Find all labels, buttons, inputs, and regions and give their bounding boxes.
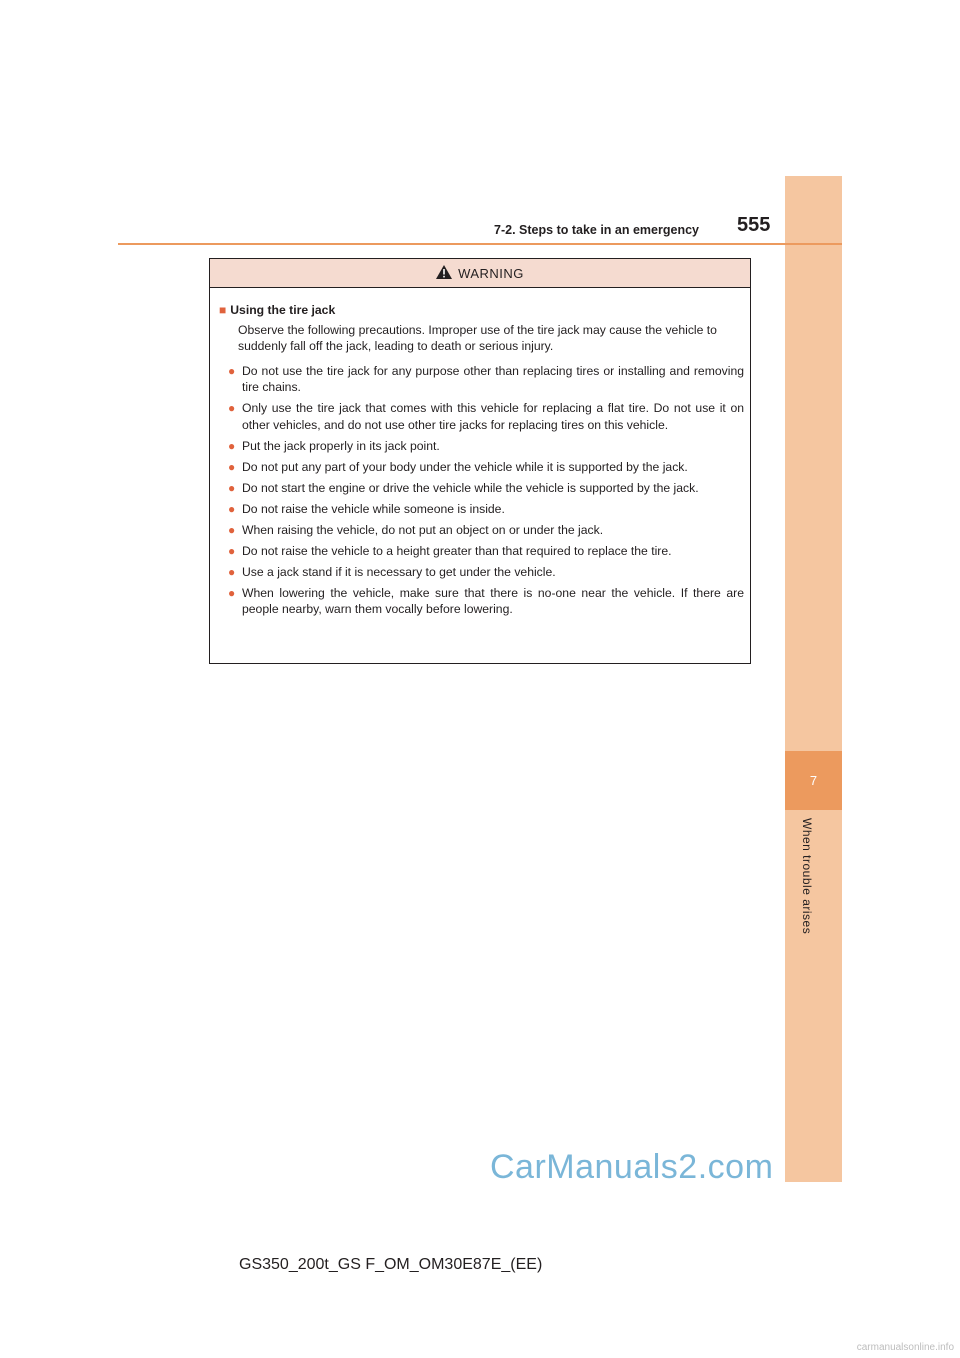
warning-title: WARNING (458, 265, 524, 281)
circle-bullet-icon: ● (228, 543, 236, 558)
circle-bullet-icon: ● (228, 501, 236, 516)
list-item: ● Do not use the tire jack for any purpose other than replacing tires or installing and removing tire chains. (228, 363, 744, 394)
circle-bullet-icon: ● (228, 459, 236, 474)
circle-bullet-icon: ● (228, 438, 236, 453)
circle-bullet-icon: ● (228, 564, 236, 579)
circle-bullet-icon: ● (228, 585, 236, 600)
chapter-number: 7 (785, 751, 842, 810)
list-item: ● When raising the vehicle, do not put an object on or under the jack. (228, 522, 604, 537)
subheading-text: Using the tire jack (230, 303, 336, 317)
document-id: GS350_200t_GS F_OM_OM30E87E_(EE) (239, 1256, 543, 1273)
warning-triangle-icon (436, 265, 452, 282)
header-rule (118, 243, 842, 245)
circle-bullet-icon: ● (228, 480, 236, 495)
list-item: ● Do not raise the vehicle while someone is inside. (228, 501, 505, 516)
warning-intro: Observe the following precautions. Improper use of the tire jack may cause the vehicle to suddenly fall off the jack, leading to death or serious injury. (238, 322, 717, 353)
circle-bullet-icon: ● (228, 363, 236, 378)
warning-box (209, 258, 751, 664)
list-item: ● Do not start the engine or drive the vehicle while the vehicle is supported by the jack. (228, 480, 699, 495)
list-item: ● Put the jack properly in its jack point. (228, 438, 440, 453)
list-item: ● Use a jack stand if it is necessary to get under the vehicle. (228, 564, 556, 579)
warning-header (210, 259, 750, 288)
precaution-list (219, 363, 744, 618)
warning-subheading (219, 302, 744, 319)
circle-bullet-icon: ● (228, 522, 236, 537)
circle-bullet-icon: ● (228, 401, 236, 415)
list-item: ● When lowering the vehicle, make sure that there is no-one near the vehicle. If there are people nearby, warn them vocally before lowering. (228, 585, 744, 616)
site-watermark: carmanualsonline.info (856, 1342, 954, 1353)
list-item: ● Do not raise the vehicle to a height greater than that required to replace the tire. (228, 543, 672, 558)
section-title: 7-2. Steps to take in an emergency (494, 223, 699, 237)
watermark-logo: CarManuals2.com (490, 1148, 774, 1186)
square-bullet-icon: ■ (219, 303, 227, 317)
list-item: ● Only use the tire jack that comes with this vehicle for replacing a flat tire. Do not use it on other vehicles, and do not use other tire jacks for replacing tires on this vehicle. (228, 401, 744, 432)
list-item: ● Do not put any part of your body under the vehicle while it is supported by the jack. (228, 459, 688, 474)
side-tab (785, 176, 842, 1182)
chapter-label: When trouble arises (800, 818, 814, 935)
page-number: 555 (737, 214, 771, 236)
warning-body (210, 288, 750, 618)
